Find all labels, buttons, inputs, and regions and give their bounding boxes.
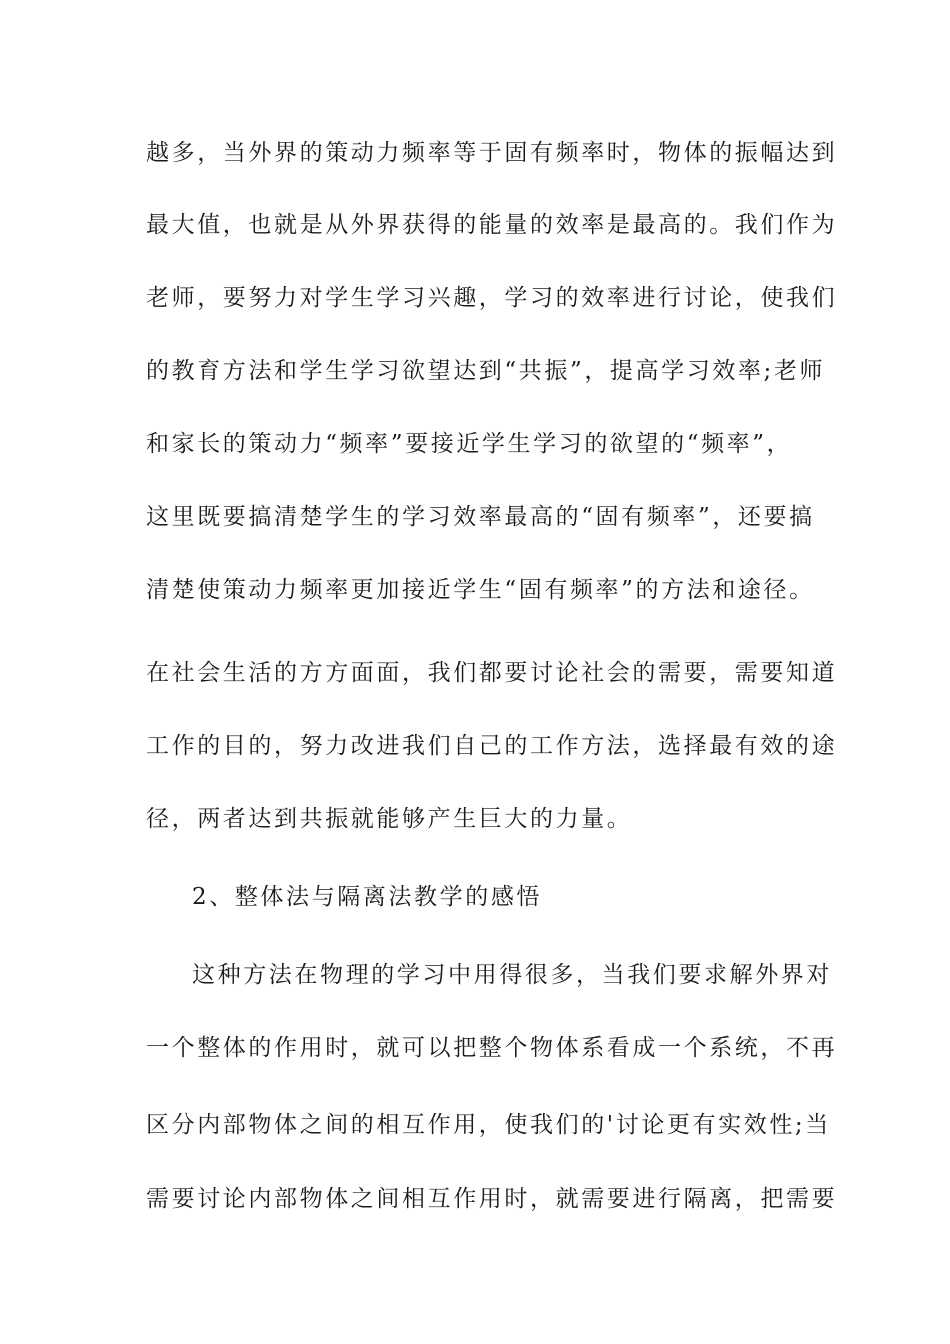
body-text-line: 工作的目的，努力改进我们自己的工作方法，选择最有效的途 bbox=[146, 733, 838, 759]
section-heading: 2、整体法与隔离法教学的感悟 bbox=[192, 884, 543, 910]
body-text-line: 一个整体的作用时，就可以把整个物体系看成一个系统，不再 bbox=[146, 1035, 838, 1061]
body-text-line: 最大值，也就是从外界获得的能量的效率是最高的。我们作为 bbox=[146, 212, 838, 238]
body-text-line: 区分内部物体之间的相互作用，使我们的'讨论更有实效性;当 bbox=[146, 1112, 831, 1138]
body-text-line: 的教育方法和学生学习欲望达到“共振”，提高学习效率;老师 bbox=[146, 358, 826, 384]
body-text-line: 越多，当外界的策动力频率等于固有频率时，物体的振幅达到 bbox=[146, 140, 838, 166]
body-text-line: 这种方法在物理的学习中用得很多，当我们要求解外界对 bbox=[192, 962, 832, 988]
body-text-line: 在社会生活的方方面面，我们都要讨论社会的需要，需要知道 bbox=[146, 660, 838, 686]
body-text-line: 清楚使策动力频率更加接近学生“固有频率”的方法和途径。 bbox=[146, 577, 815, 603]
body-text-line: 需要讨论内部物体之间相互作用时，就需要进行隔离，把需要 bbox=[146, 1186, 838, 1212]
body-text-line: 老师，要努力对学生学习兴趣，学习的效率进行讨论，使我们 bbox=[146, 285, 838, 311]
body-text-line: 这里既要搞清楚学生的学习效率最高的“固有频率”，还要搞 bbox=[146, 504, 815, 530]
body-text-line: 径，两者达到共振就能够产生巨大的力量。 bbox=[146, 806, 633, 832]
body-text-line: 和家长的策动力“频率”要接近学生学习的欲望的“频率”， bbox=[146, 431, 793, 457]
